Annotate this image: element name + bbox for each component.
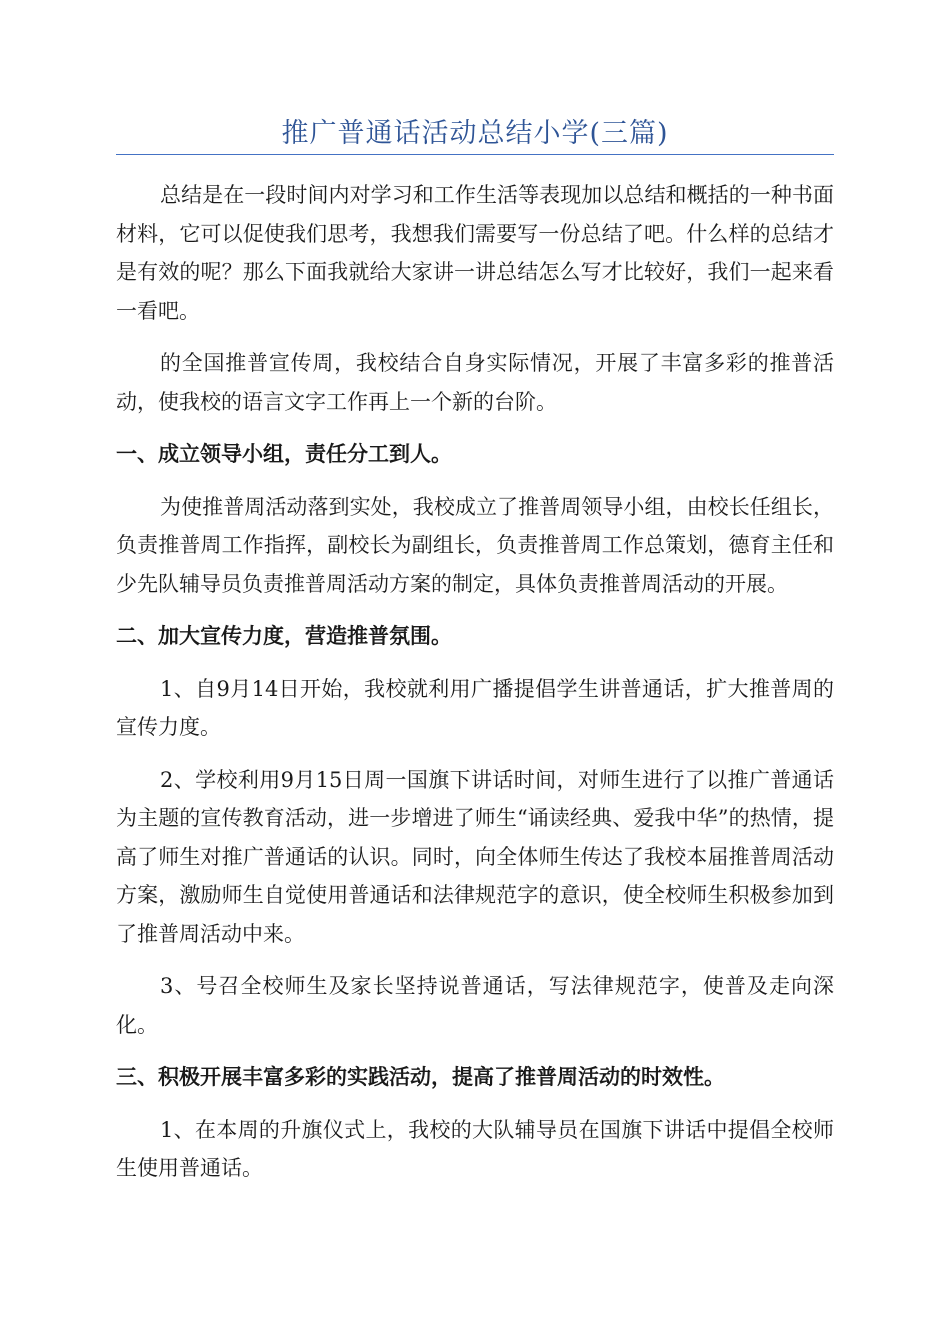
section-1-paragraph: 为使推普周活动落到实处，我校成立了推普周领导小组，由校长任组长，负责推普周工作指挥，副校长为副组长，负责推普周工作总策划，德育主任和少先队辅导员负责推普周活动方案的制定，具体负责推普周活动的开展。 — [116, 494, 834, 596]
section-2-item-1: 1、自9月14日开始，我校就利用广播提倡学生讲普通话，扩大推普周的宣传力度。 — [116, 676, 834, 739]
intro-paragraph: 总结是在一段时间内对学习和工作生活等表现加以总结和概括的一种书面材料，它可以促使我们思考，我想我们需要写一份总结了吧。什么样的总结才是有效的呢？那么下面我就给大家讲一讲总结怎么写才比较好，我们一起来看一看吧。 — [116, 183, 834, 323]
title-underline — [116, 154, 834, 155]
background-paragraph: 的全国推普宣传周，我校结合自身实际情况，开展了丰富多彩的推普活动，使我校的语言文字工作再上一个新的台阶。 — [116, 351, 834, 414]
section-2-item-2: 2、学校利用9月15日周一国旗下讲话时间，对师生进行了以推广普通话为主题的宣传教育活动，进一步增进了师生“诵读经典、爱我中华”的热情，提高了师生对推广普通话的认识。同时，向全体师生传达了我校本届推普周活动方案，激励师生自觉使用普通话和法律规范字的意识，使全校师生积极参加到了推普周活动中来。 — [116, 767, 834, 946]
document-page — [116, 0, 834, 1344]
section-heading-3: 三、积极开展丰富多彩的实践活动，提高了推普周活动的时效性。 — [116, 1064, 725, 1089]
document-body — [116, 176, 834, 1202]
section-3-item-1: 1、在本周的升旗仪式上，我校的大队辅导员在国旗下讲话中提倡全校师生使用普通话。 — [116, 1117, 834, 1180]
section-heading-1: 一、成立领导小组，责任分工到人。 — [116, 441, 452, 466]
section-2-item-3: 3、号召全校师生及家长坚持说普通话，写法律规范字，使普及走向深化。 — [116, 974, 834, 1037]
section-heading-2: 二、加大宣传力度，营造推普氛围。 — [116, 623, 452, 648]
document-title: 推广普通话活动总结小学(三篇) — [281, 118, 669, 149]
